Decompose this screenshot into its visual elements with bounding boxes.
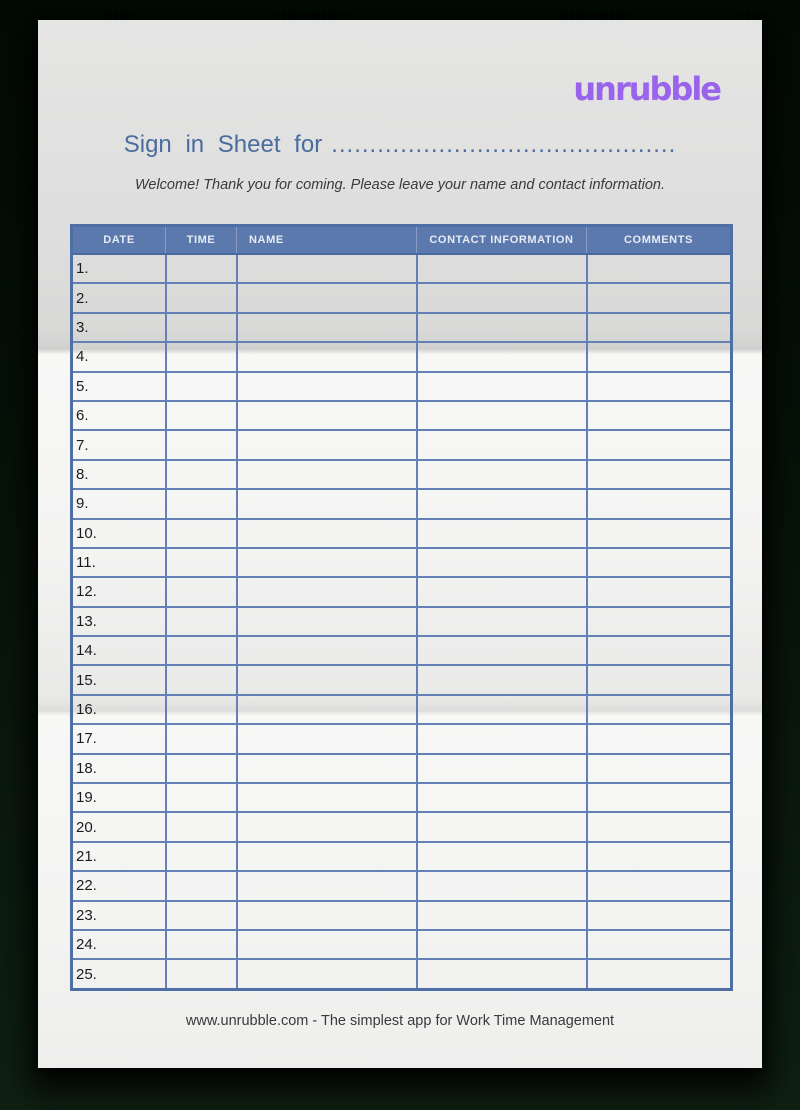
col-header-date: DATE (72, 226, 166, 255)
empty-entry-cell (237, 695, 417, 724)
table-row (72, 342, 732, 371)
empty-entry-cell (417, 695, 587, 724)
empty-entry-cell (587, 342, 732, 371)
empty-entry-cell (237, 254, 417, 283)
empty-entry-cell (587, 871, 732, 900)
empty-entry-cell (417, 283, 587, 312)
empty-entry-cell (587, 959, 732, 989)
empty-entry-cell (237, 283, 417, 312)
empty-entry-cell (166, 313, 237, 342)
empty-entry-cell (417, 342, 587, 371)
row-number-cell: 4. (72, 342, 166, 371)
empty-entry-cell (166, 901, 237, 930)
table-row (72, 842, 732, 871)
unrubble-logo: unrubble (573, 70, 720, 108)
empty-entry-cell (587, 460, 732, 489)
empty-entry-cell (166, 283, 237, 312)
empty-entry-cell (587, 519, 732, 548)
empty-entry-cell (237, 665, 417, 694)
row-number-cell: 15. (72, 665, 166, 694)
empty-entry-cell (417, 460, 587, 489)
empty-entry-cell (417, 724, 587, 753)
empty-entry-cell (166, 636, 237, 665)
empty-entry-cell (587, 842, 732, 871)
row-number-cell: 17. (72, 724, 166, 753)
empty-entry-cell (237, 959, 417, 989)
welcome-message: Welcome! Thank you for coming. Please leave your name and contact information. (134, 177, 666, 193)
row-number-cell: 7. (72, 430, 166, 459)
row-number-cell: 5. (72, 372, 166, 401)
empty-entry-cell (166, 812, 237, 841)
empty-entry-cell (417, 842, 587, 871)
empty-entry-cell (237, 372, 417, 401)
empty-entry-cell (587, 754, 732, 783)
table-row (72, 812, 732, 841)
col-header-contact-information: CONTACT INFORMATION (417, 226, 587, 255)
empty-entry-cell (237, 460, 417, 489)
empty-entry-cell (417, 548, 587, 577)
paper-edge-artifact (278, 13, 348, 19)
table-row (72, 783, 732, 812)
empty-entry-cell (587, 313, 732, 342)
empty-entry-cell (587, 636, 732, 665)
empty-entry-cell (237, 901, 417, 930)
fill-in-blank-line: ............................................. (331, 131, 677, 158)
footer-text: www.unrubble.com - The simplest app for Work Time Management (185, 1013, 615, 1029)
row-number-cell: 8. (72, 460, 166, 489)
empty-entry-cell (166, 548, 237, 577)
row-number-cell: 23. (72, 901, 166, 930)
paper-edge-artifact (561, 13, 629, 19)
table-row (72, 724, 732, 753)
table-row (72, 313, 732, 342)
sign-in-table (70, 224, 733, 991)
row-number-cell: 21. (72, 842, 166, 871)
row-number-cell: 16. (72, 695, 166, 724)
empty-entry-cell (417, 372, 587, 401)
empty-entry-cell (417, 959, 587, 989)
empty-entry-cell (587, 430, 732, 459)
empty-entry-cell (587, 401, 732, 430)
row-number-cell: 6. (72, 401, 166, 430)
empty-entry-cell (417, 665, 587, 694)
empty-entry-cell (166, 754, 237, 783)
row-number-cell: 13. (72, 607, 166, 636)
table-row (72, 519, 732, 548)
table-row (72, 372, 732, 401)
empty-entry-cell (417, 636, 587, 665)
row-number-cell: 22. (72, 871, 166, 900)
empty-entry-cell (417, 401, 587, 430)
table-row (72, 871, 732, 900)
empty-entry-cell (166, 842, 237, 871)
empty-entry-cell (587, 489, 732, 518)
empty-entry-cell (587, 577, 732, 606)
empty-entry-cell (417, 783, 587, 812)
empty-entry-cell (587, 283, 732, 312)
empty-entry-cell (166, 372, 237, 401)
empty-entry-cell (166, 959, 237, 989)
empty-entry-cell (417, 754, 587, 783)
empty-entry-cell (237, 783, 417, 812)
table-row (72, 754, 732, 783)
col-header-name: NAME (237, 226, 417, 255)
empty-entry-cell (237, 754, 417, 783)
table-row (72, 430, 732, 459)
empty-entry-cell (417, 901, 587, 930)
table-row (72, 577, 732, 606)
empty-entry-cell (237, 871, 417, 900)
empty-entry-cell (166, 430, 237, 459)
col-header-comments: COMMENTS (587, 226, 732, 255)
table-row (72, 548, 732, 577)
title-text: Sign in Sheet for (123, 131, 323, 158)
row-number-cell: 19. (72, 783, 166, 812)
sign-in-rows (72, 254, 732, 989)
row-number-cell: 24. (72, 930, 166, 959)
empty-entry-cell (587, 695, 732, 724)
table-row (72, 283, 732, 312)
table-row (72, 401, 732, 430)
empty-entry-cell (166, 577, 237, 606)
empty-entry-cell (166, 724, 237, 753)
empty-entry-cell (587, 901, 732, 930)
empty-entry-cell (587, 812, 732, 841)
empty-entry-cell (417, 519, 587, 548)
empty-entry-cell (166, 519, 237, 548)
empty-entry-cell (587, 372, 732, 401)
empty-entry-cell (237, 342, 417, 371)
empty-entry-cell (587, 783, 732, 812)
paper-edge-artifact (742, 13, 766, 19)
table-row (72, 489, 732, 518)
table-row (72, 930, 732, 959)
empty-entry-cell (166, 254, 237, 283)
row-number-cell: 9. (72, 489, 166, 518)
empty-entry-cell (417, 313, 587, 342)
empty-entry-cell (166, 783, 237, 812)
row-number-cell: 1. (72, 254, 166, 283)
empty-entry-cell (417, 430, 587, 459)
empty-entry-cell (587, 548, 732, 577)
empty-entry-cell (237, 636, 417, 665)
empty-entry-cell (166, 401, 237, 430)
sign-in-sheet-page (38, 20, 762, 1068)
row-number-cell: 2. (72, 283, 166, 312)
row-number-cell: 10. (72, 519, 166, 548)
empty-entry-cell (166, 342, 237, 371)
table-row (72, 460, 732, 489)
row-number-cell: 25. (72, 959, 166, 989)
row-number-cell: 18. (72, 754, 166, 783)
table-row (72, 665, 732, 694)
empty-entry-cell (587, 724, 732, 753)
empty-entry-cell (417, 812, 587, 841)
table-row (72, 607, 732, 636)
empty-entry-cell (587, 665, 732, 694)
page-title (38, 130, 762, 160)
empty-entry-cell (587, 254, 732, 283)
empty-entry-cell (166, 489, 237, 518)
row-number-cell: 20. (72, 812, 166, 841)
row-number-cell: 12. (72, 577, 166, 606)
empty-entry-cell (237, 548, 417, 577)
table-row (72, 695, 732, 724)
empty-entry-cell (237, 812, 417, 841)
empty-entry-cell (237, 313, 417, 342)
empty-entry-cell (237, 430, 417, 459)
table-row (72, 254, 732, 283)
table-row (72, 636, 732, 665)
row-number-cell: 11. (72, 548, 166, 577)
empty-entry-cell (237, 577, 417, 606)
paper-edge-artifact (105, 13, 131, 19)
row-number-cell: 3. (72, 313, 166, 342)
empty-entry-cell (417, 489, 587, 518)
empty-entry-cell (237, 489, 417, 518)
empty-entry-cell (166, 930, 237, 959)
empty-entry-cell (587, 930, 732, 959)
table-header-row (72, 226, 732, 255)
table-row (72, 901, 732, 930)
empty-entry-cell (237, 724, 417, 753)
table-row (72, 959, 732, 989)
empty-entry-cell (587, 607, 732, 636)
empty-entry-cell (166, 665, 237, 694)
row-number-cell: 14. (72, 636, 166, 665)
col-header-time: TIME (166, 226, 237, 255)
empty-entry-cell (417, 577, 587, 606)
empty-entry-cell (237, 930, 417, 959)
empty-entry-cell (166, 871, 237, 900)
empty-entry-cell (417, 607, 587, 636)
empty-entry-cell (237, 842, 417, 871)
empty-entry-cell (166, 607, 237, 636)
empty-entry-cell (417, 254, 587, 283)
empty-entry-cell (166, 460, 237, 489)
empty-entry-cell (237, 519, 417, 548)
empty-entry-cell (237, 607, 417, 636)
empty-entry-cell (237, 401, 417, 430)
empty-entry-cell (417, 871, 587, 900)
empty-entry-cell (166, 695, 237, 724)
empty-entry-cell (417, 930, 587, 959)
